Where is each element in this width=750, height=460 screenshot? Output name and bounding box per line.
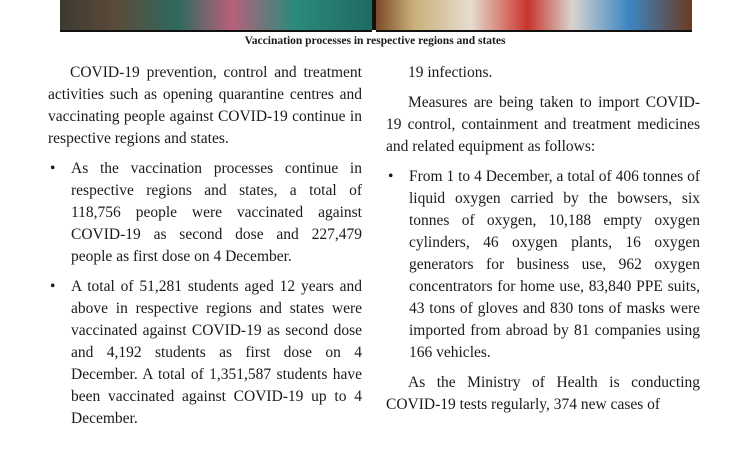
bullet-icon: •: [50, 160, 56, 177]
bullet-icon: •: [388, 168, 394, 185]
photo-strip: [60, 0, 692, 30]
vaccination-photo-right: [376, 0, 692, 32]
closing-paragraph: As the Ministry of Health is conducting COVID-19 tests regularly, 374 new cases of: [386, 374, 700, 413]
photo-caption: Vaccination processes in respective regions and states: [244, 35, 506, 47]
bullet-item: [48, 158, 362, 268]
bullet-text: From 1 to 4 December, a total of 406 tonnes of liquid oxygen carried by the bowsers, six tonnes of oxygen, 10,188 empty oxygen cylinders, 46 oxygen plants, 16 oxygen generators for business use, 962 oxygen concentrators for home use, 83,840 PPE suits, 43 tons of gloves and 830 tons of masks were imported from abroad by 81 companies using 166 vehicles.: [409, 168, 700, 361]
left-column: [48, 62, 362, 438]
continued-paragraph: 19 infections.: [408, 64, 493, 81]
bullet-item: [386, 166, 700, 364]
measures-paragraph: Measures are being taken to import COVID-19 control, containment and treatment medicines and related equipment as follows:: [386, 94, 700, 155]
vaccination-photo-left: [60, 0, 372, 32]
right-column: [386, 62, 700, 424]
bullet-text: As the vaccination processes continue in respective regions and states, a total of 118,756 people were vaccinated against COVID-19 as second dose and 227,479 people as first dose on 4 December.: [71, 160, 362, 265]
bullet-icon: •: [50, 278, 56, 295]
intro-paragraph: COVID-19 prevention, control and treatment activities such as opening quarantine centres and vaccinating people against COVID-19 continue in respective regions and states.: [48, 64, 362, 147]
bullet-text: A total of 51,281 students aged 12 years and above in respective regions and states were vaccinated against COVID-19 as second dose and 4,192 students as first dose on 4 December. A total of 1,351,587 students have been vaccinated against COVID-19 up to 4 December.: [71, 278, 362, 427]
bullet-item: [48, 276, 362, 430]
